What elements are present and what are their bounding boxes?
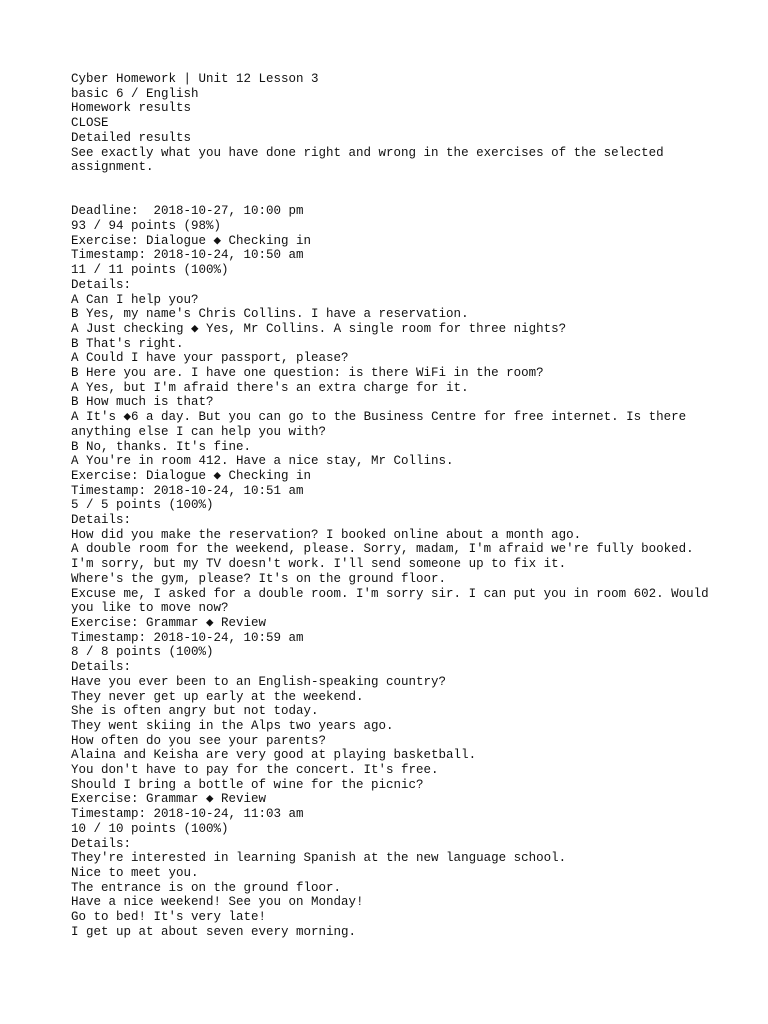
- detail-line: Have a nice weekend! See you on Monday!: [71, 895, 364, 910]
- detail-heading: Detailed results: [71, 130, 192, 145]
- detail-line: A It's ◆6 a day. But you can go to the Business Centre for free internet. Is there anything else I can help you with?: [71, 410, 694, 439]
- detail-line: Excuse me, I asked for a double room. I'm sorry sir. I can put you in room 602. Would you like to move now?: [71, 586, 717, 616]
- exercise-title: Exercise: Dialogue ◆ Checking in: [71, 468, 312, 483]
- exercise-timestamp: Timestamp: 2018-10-24, 10:50 am: [71, 248, 304, 263]
- exercise-timestamp: Timestamp: 2018-10-24, 10:59 am: [71, 630, 304, 645]
- detail-line: A Could I have your passport, please?: [71, 351, 349, 366]
- detail-line: Have you ever been to an English-speaking country?: [71, 674, 447, 689]
- exercise-block: [71, 468, 717, 616]
- detail-line: How often do you see your parents?: [71, 733, 327, 748]
- exercise-points: 5 / 5 points (100%): [71, 498, 214, 513]
- detail-line: B Yes, my name's Chris Collins. I have a reservation.: [71, 307, 469, 322]
- detail-line: Nice to meet you.: [71, 865, 199, 880]
- exercise-points: 11 / 11 points (100%): [71, 263, 229, 278]
- detail-line: I'm sorry, but my TV doesn't work. I'll send someone up to fix it.: [71, 557, 567, 572]
- detail-line: You don't have to pay for the concert. It's free.: [71, 763, 439, 778]
- detail-line: Where's the gym, please? It's on the ground floor.: [71, 571, 447, 586]
- detail-line: B That's right.: [71, 336, 184, 351]
- detail-line: Alaina and Keisha are very good at playing basketball.: [71, 748, 477, 763]
- spacer: [71, 175, 711, 204]
- exercise-timestamp: Timestamp: 2018-10-24, 10:51 am: [71, 483, 304, 498]
- close-button[interactable]: CLOSE: [71, 116, 109, 131]
- detail-line: They never get up early at the weekend.: [71, 689, 364, 704]
- homework-results-document: [71, 72, 717, 939]
- detail-line: A Can I help you?: [71, 292, 199, 307]
- detail-line: A double room for the weekend, please. Sorry, madam, I'm afraid we're fully booked.: [71, 542, 694, 557]
- exercise-block: [71, 792, 711, 939]
- course-name: basic 6 / English: [71, 86, 199, 101]
- detail-description: See exactly what you have done right and wrong in the exercises of the selected assignment.: [71, 145, 672, 175]
- exercise-timestamp: Timestamp: 2018-10-24, 11:03 am: [71, 807, 304, 822]
- detail-line: A You're in room 412. Have a nice stay, Mr Collins.: [71, 454, 454, 469]
- exercise-title: Exercise: Dialogue ◆ Checking in: [71, 233, 312, 248]
- details-label: Details:: [71, 660, 132, 675]
- detail-line: Should I bring a bottle of wine for the picnic?: [71, 777, 424, 792]
- total-points: 93 / 94 points (98%): [71, 219, 222, 234]
- details-label: Details:: [71, 277, 132, 292]
- details-label: Details:: [71, 513, 132, 528]
- detail-line: Go to bed! It's very late!: [71, 910, 267, 925]
- detail-line: B How much is that?: [71, 395, 214, 410]
- detail-line: How did you make the reservation? I booked online about a month ago.: [71, 527, 582, 542]
- exercise-block: [71, 234, 711, 469]
- exercise-points: 8 / 8 points (100%): [71, 645, 214, 660]
- detail-line: She is often angry but not today.: [71, 704, 319, 719]
- exercise-points: 10 / 10 points (100%): [71, 821, 229, 836]
- detail-line: B Here you are. I have one question: is there WiFi in the room?: [71, 366, 544, 381]
- detail-line: A Just checking ◆ Yes, Mr Collins. A single room for three nights?: [71, 321, 567, 336]
- section-heading: Homework results: [71, 101, 192, 116]
- detail-line: A Yes, but I'm afraid there's an extra charge for it.: [71, 380, 469, 395]
- details-label: Details:: [71, 836, 132, 851]
- page-title: Cyber Homework | Unit 12 Lesson 3: [71, 72, 319, 86]
- detail-line: They're interested in learning Spanish at the new language school.: [71, 851, 567, 866]
- detail-line: B No, thanks. It's fine.: [71, 439, 252, 454]
- exercise-title: Exercise: Grammar ◆ Review: [71, 792, 267, 807]
- detail-line: The entrance is on the ground floor.: [71, 880, 342, 895]
- exercise-block: [71, 616, 711, 792]
- detail-line: They went skiing in the Alps two years ago.: [71, 718, 394, 733]
- detail-line: I get up at about seven every morning.: [71, 924, 357, 939]
- exercise-title: Exercise: Grammar ◆ Review: [71, 616, 267, 630]
- deadline: Deadline: 2018-10-27, 10:00 pm: [71, 204, 304, 219]
